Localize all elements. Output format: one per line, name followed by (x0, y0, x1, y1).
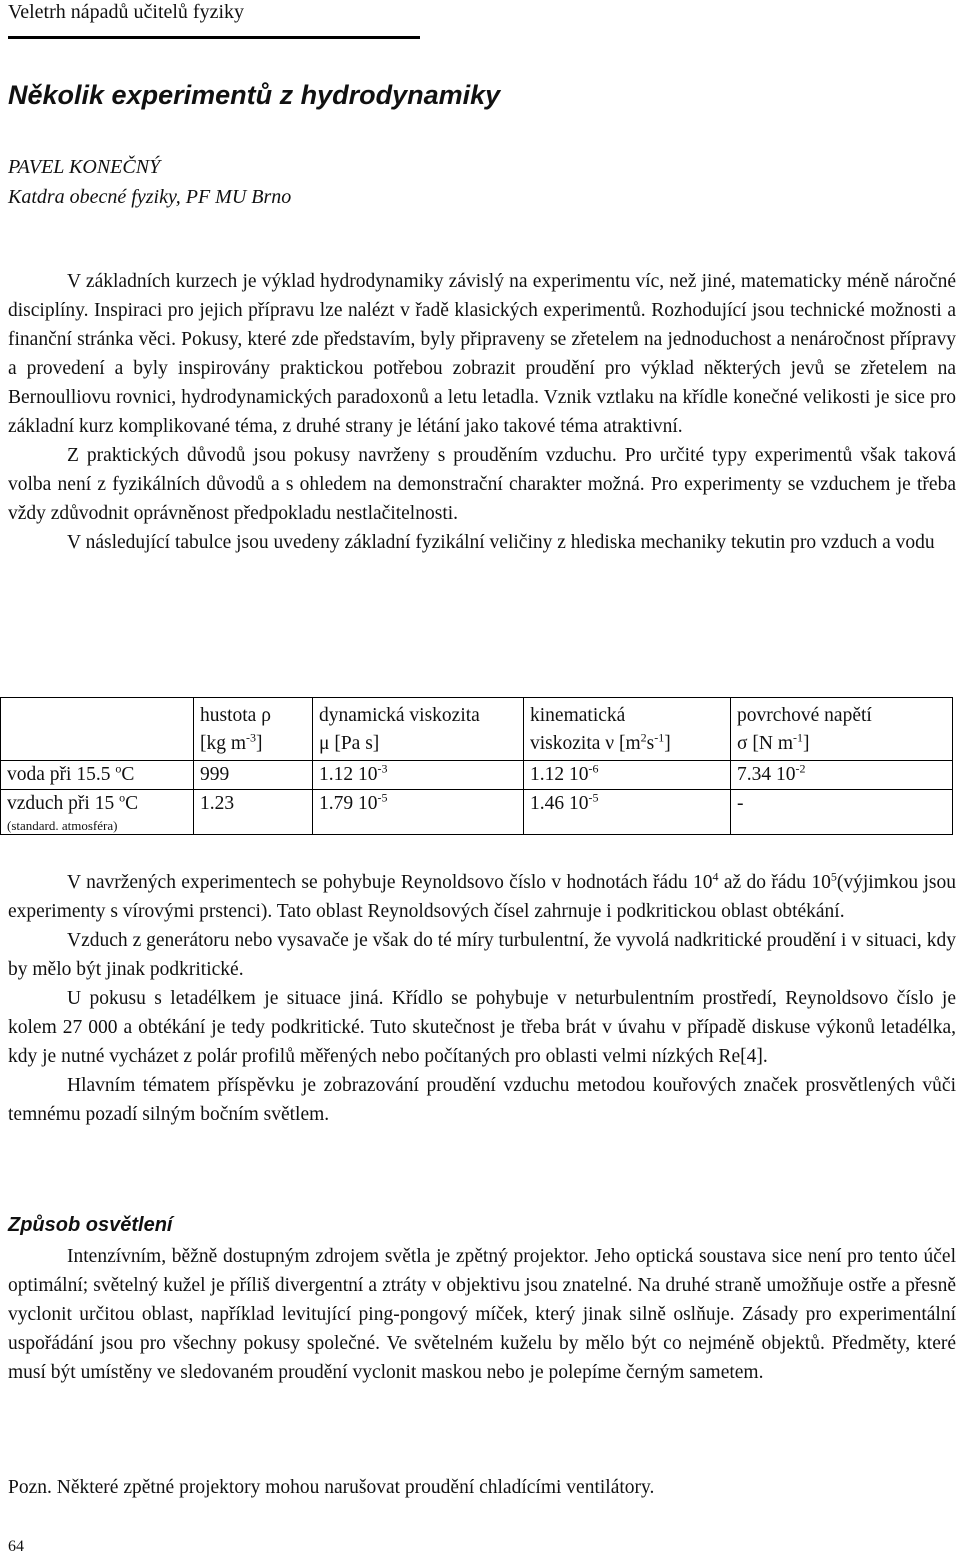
reynolds-paragraph: V navržených experimentech se pohybuje Reynoldsovo číslo v hodnotách řádu $10^4$ až do řádu $10^5(výjimkou$ jsou experimenty s vírovými prstenci). Tato oblast Reynoldsových čísel zahrnuje i podkritickou oblast obtékání. (8, 869, 956, 922)
cell-dynamic-viscosity: 1.79 $10^{-5}$ (313, 790, 524, 835)
table-header-empty (1, 698, 194, 761)
intro-paragraph: V základních kurzech je výklad hydrodynamiky závislý na experimentu víc, než jiné, matematicky méně náročné disciplíny. Inspiraci pro jejich přípravu lze nalézt v řadě klasických experimentů. Rozhodující jsou technické možnosti a finanční stránka věci. Pokusy, které zde představím, byly připraveny se zřetelem na jednoduchost a nenáročnost přípravy a provedení a byly inspirovány praktickou potřebou zobrazit proudění pro výklad některých jevů se zřetelem na Bernoulliovu rovnici, hydrodynamických paradoxonů a letu letadla. Vznik vztlaku na křídle konečné velikosti je sice pro základní kurz komplikované téma, z druhé strany je létání jako takové téma atraktivní. (8, 271, 956, 437)
reynolds-section (8, 868, 956, 1129)
cell-surface-tension: - (731, 790, 953, 835)
page-number: 64 (8, 1538, 24, 1555)
intro-paragraph: V následující tabulce jsou uvedeny základní fyzikální veličiny z hlediska mechaniky tekutin pro vzduch a vodu (67, 532, 935, 553)
article-title: Několik experimentů z hydrodynamiky (8, 80, 501, 110)
author-affiliation: Katdra obecné fyziky, PF MU Brno (8, 186, 292, 208)
cell-kinematic-viscosity: 1.46 $10^{-5}$ (524, 790, 731, 835)
table-row (1, 790, 953, 835)
cell-kinematic-viscosity: 1.12 $10^{-6}$ (524, 761, 731, 790)
cell-density: 999 (194, 761, 313, 790)
note-text: Pozn. Některé zpětné projektory mohou narušovat proudění chladícími ventilátory. (8, 1477, 655, 1498)
table-header-surface-tension: povrchové napětí σ [N $m^{-1}$] (731, 698, 953, 761)
table-header-kinematic-viscosity: kinematická viskozita ν $[m^2s^{-1}]$ (524, 698, 731, 761)
table-header-row (1, 698, 953, 761)
body-paragraph: Hlavním tématem příspěvku je zobrazování proudění vzduchu metodou kouřových značek prosvětlených vůči temnému pozadí silným bočním světlem. (8, 1075, 956, 1125)
section-heading: Způsob osvětlení (8, 1214, 173, 1236)
header-rule (8, 36, 420, 39)
body-paragraph: Intenzívním, běžně dostupným zdrojem světla je zpětný projektor. Jeho optická soustava sice není pro tento účel optimální; světelný kužel je příliš divergentní a ztráty v objektivu jsou znatelné. Na druhé straně umožňuje ostře a přesně vyclonit určitou oblast, například levitující ping-pongový míček, který jinak silně oslňuje. Zásady pro experimentální uspořádání jsou pro všechny pokusy společné. Ve světelném kuželu by mělo být co nejméně objektů. Předměty, které musí být umístěny ve sledovaném proudění vyclonit maskou nebo je polepíme černým sametem. (8, 1246, 956, 1383)
intro-section (8, 267, 956, 557)
body-paragraph: U pokusu s letadélkem je situace jiná. Křídlo se pohybuje v neturbulentním prostředí, Reynoldsovo číslo je kolem 27 000 a obtékání je tedy podkritické. Tuto skutečnost je třeba brát v úvahu v případě diskuse výkonů letadélka, kdy je nutné vycházet z polár profilů měřených nebo počítaných pro oblasti velmi nízkých Re[4]. (8, 988, 956, 1067)
table-header-density: hustota ρ [kg $m^{-3}$] (194, 698, 313, 761)
cell-density: 1.23 (194, 790, 313, 835)
row-label-note: (standard. atmosféra) (7, 818, 118, 833)
body-paragraph: Vzduch z generátoru nebo vysavače je však do té míry turbulentní, že vyvolá nadkritické proudění i v situaci, kdy by mělo být jinak podkritické. (8, 930, 956, 980)
row-label: vzduch při 15 $^o$C (standard. atmosféra) (1, 790, 194, 835)
cell-dynamic-viscosity: 1.12 $10^{-3}$ (313, 761, 524, 790)
table-row (1, 761, 953, 790)
cell-surface-tension: 7.34 $10^{-2}$ (731, 761, 953, 790)
lighting-section (8, 1242, 956, 1387)
table-header-dynamic-viscosity: dynamická viskozita μ [Pa s] (313, 698, 524, 761)
running-header: Veletrh nápadů učitelů fyziky (8, 1, 245, 23)
row-label: voda při 15.5 $^o$C (1, 761, 194, 790)
author-name: PAVEL KONEČNÝ (8, 156, 161, 178)
intro-paragraph: Z praktických důvodů jsou pokusy navrženy s prouděním vzduchu. Pro určité typy experimentů však taková volba není z fyzikálních důvodů a s ohledem na demonstrační charakter možná. Pro experimenty se vzduchem je třeba vždy zdůvodnit oprávněnost předpokladu nestlačitelnosti. (8, 445, 956, 524)
fluid-properties-table (0, 697, 953, 835)
